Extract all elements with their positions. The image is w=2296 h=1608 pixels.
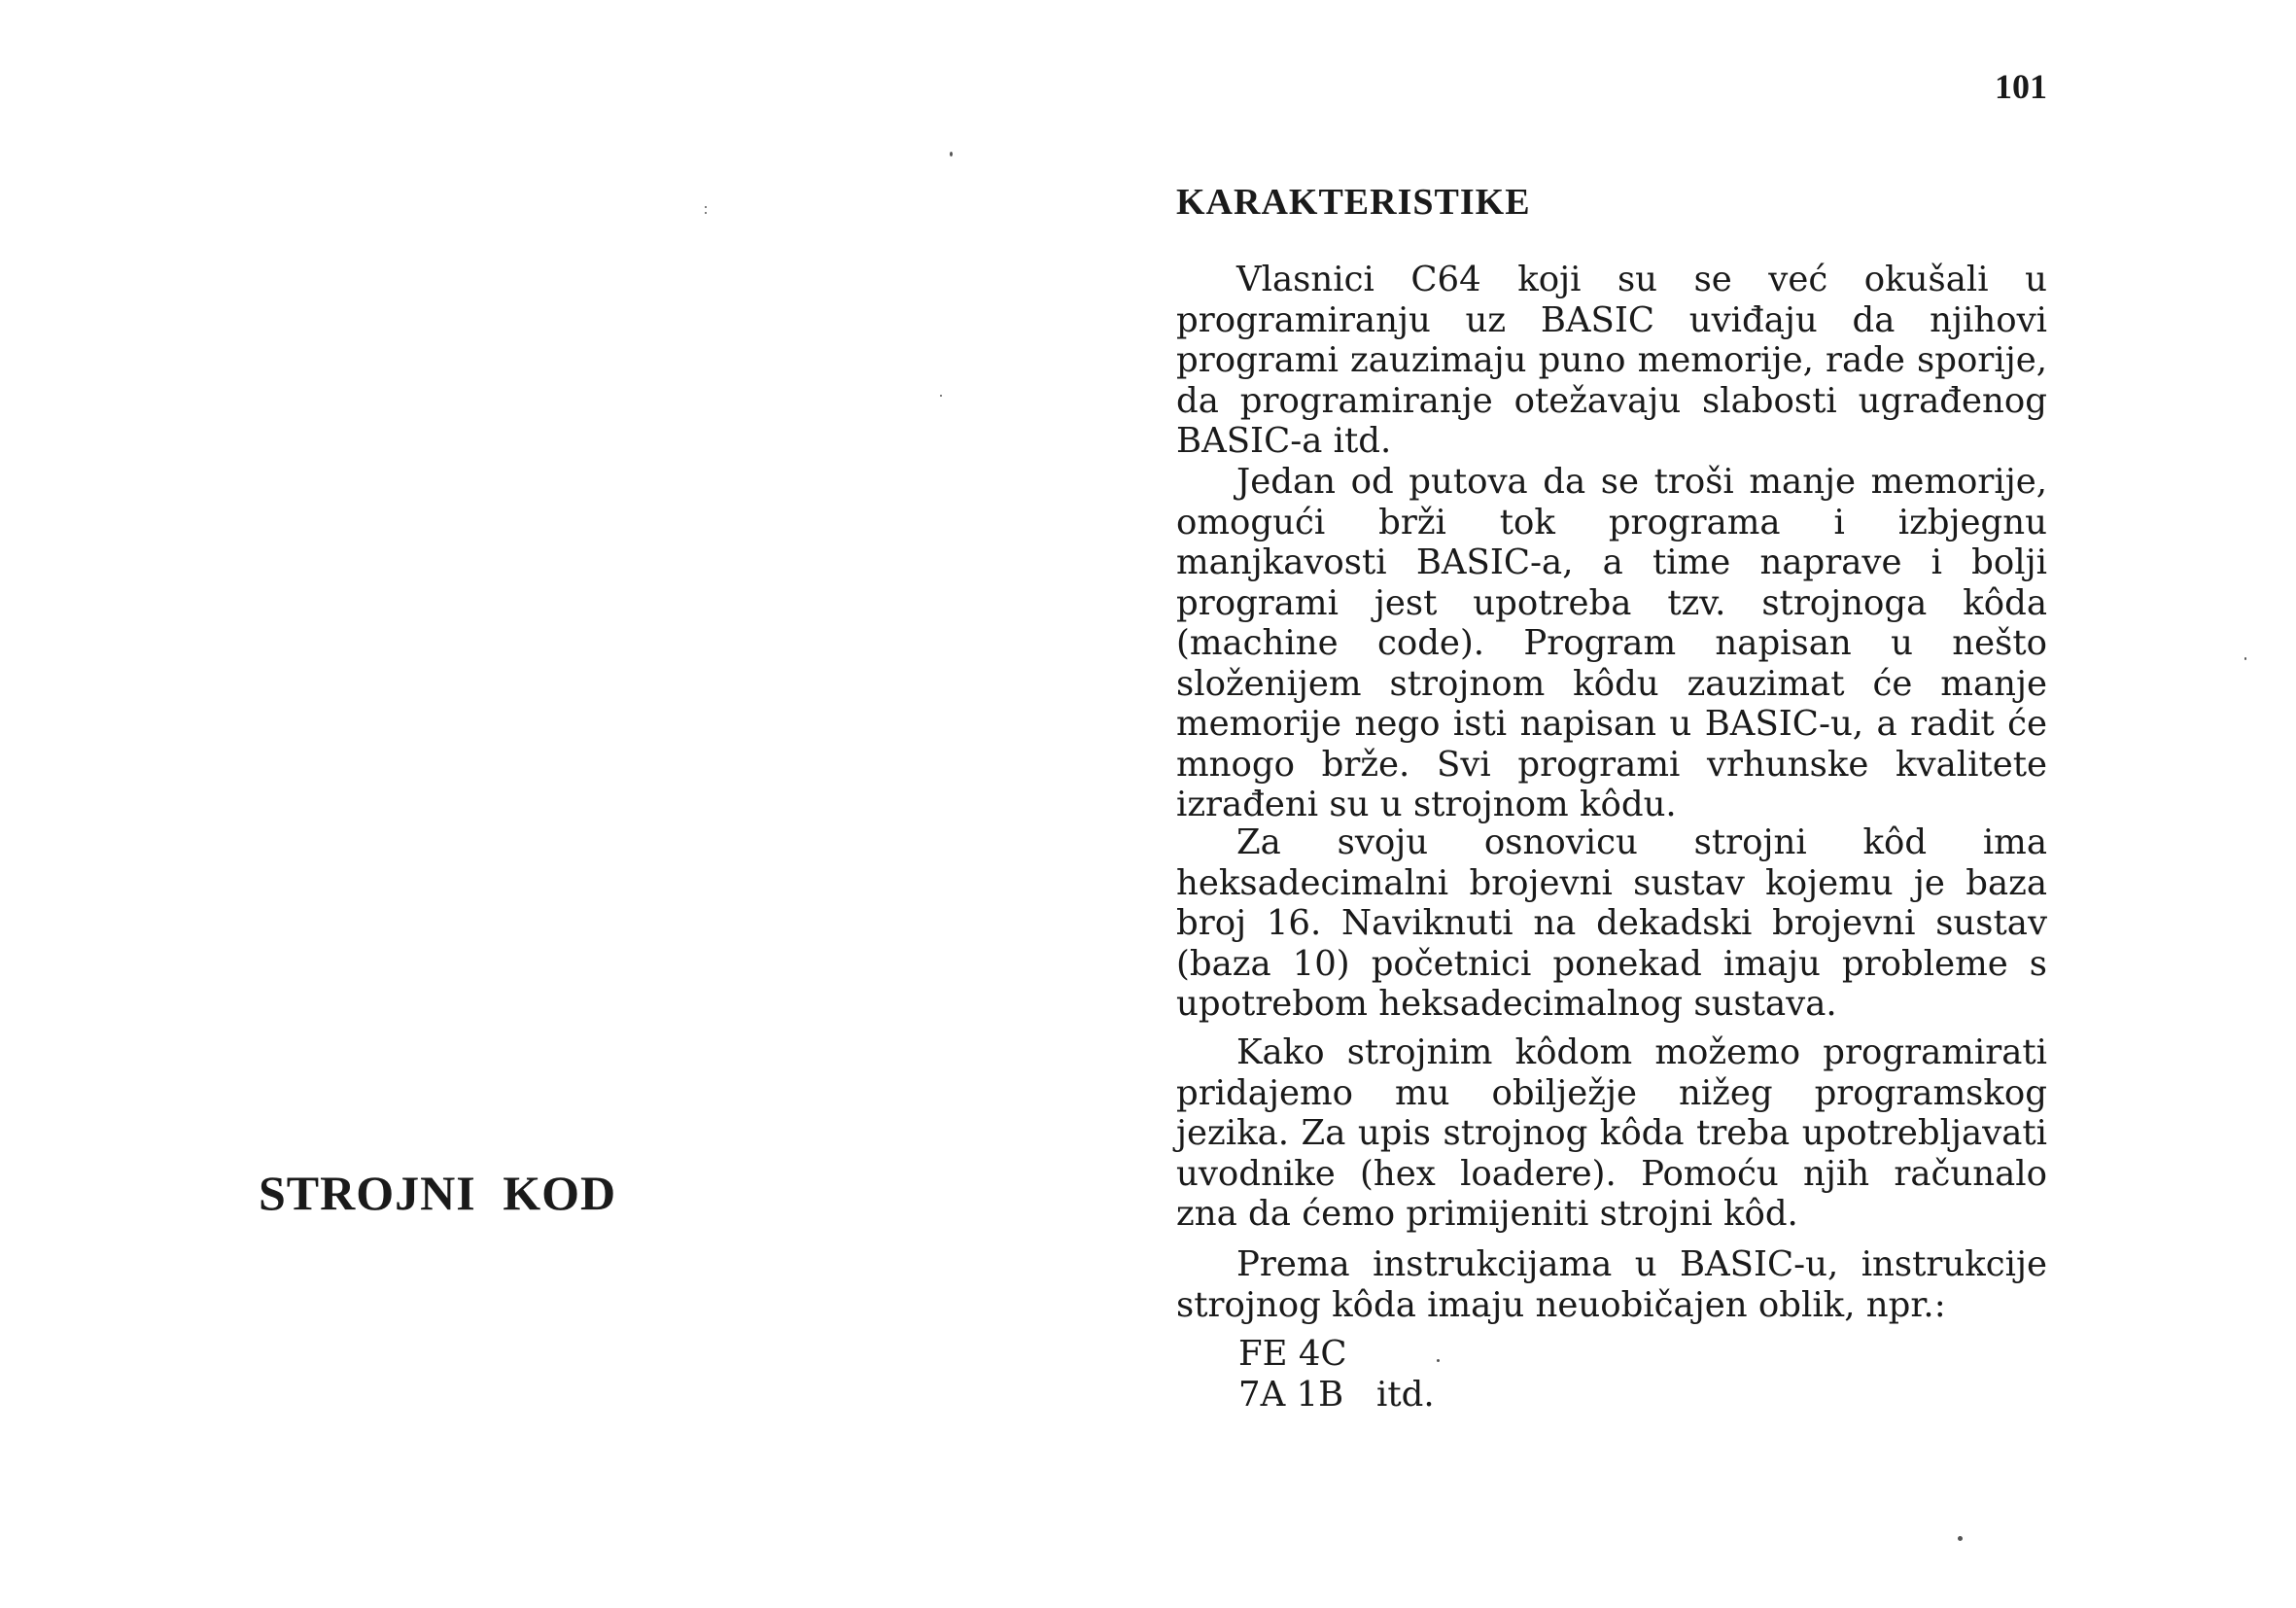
paragraph-1: Vlasnici C64 koji su se već okušali u programiranju uz BASIC uviđaju da njihovi programi zauzimaju puno memorije, rade sporije, da programiranje otežavaju slabosti ugrađenog BASIC-a itd. [1176, 260, 2047, 461]
paragraph-4: Kako strojnim kôdom možemo programirati pridajemo mu obilježje nižeg programskog jezika. Za upis strojnog kôda treba upotrebljavati uvodnike (hex loadere). Pomoću njih računalo zna da ćemo primijeniti strojni kôd. [1176, 1032, 2047, 1234]
scan-speck [940, 395, 942, 397]
paragraph-5: Prema instrukcijama u BASIC-u, instrukcije strojnog kôda imaju neuobičajen oblik, npr.: [1176, 1244, 2047, 1325]
page-number: 101 [1995, 67, 2047, 106]
code-example-line-2: 7A 1B itd. [1238, 1375, 1435, 1415]
chapter-title: STROJNI KOD [259, 1166, 617, 1220]
paragraph-3: Za svoju osnovicu strojni kôd ima heksadecimalni brojevni sustav kojemu je baza broj 16. Naviknuti na dekadski brojevni sustav (baza 10) početnici ponekad imaju probleme s upotrebom heksadecimalnog sustava. [1176, 822, 2047, 1024]
scan-speck [2244, 657, 2246, 660]
scan-speck [705, 206, 707, 208]
scan-speck [950, 152, 953, 157]
scan-speck [705, 212, 707, 214]
scan-speck [1958, 1536, 1963, 1541]
scan-speck [1437, 1359, 1440, 1362]
paragraph-2: Jedan od putova da se troši manje memorije, omogući brži tok programa i izbjegnu manjkavosti BASIC-a, a time naprave i bolji programi jest upotreba tzv. strojnoga kôda (machine code). Program napisan u nešto složenijem strojnom kôdu zauzimat će manje memorije nego isti napisan u BASIC-u, a radit će mnogo brže. Svi programi vrhunske kvalitete izrađeni su u strojnom kôdu. [1176, 462, 2047, 824]
section-heading: KARAKTERISTIKE [1176, 182, 1531, 223]
code-example-line-1: FE 4C [1238, 1334, 1347, 1374]
